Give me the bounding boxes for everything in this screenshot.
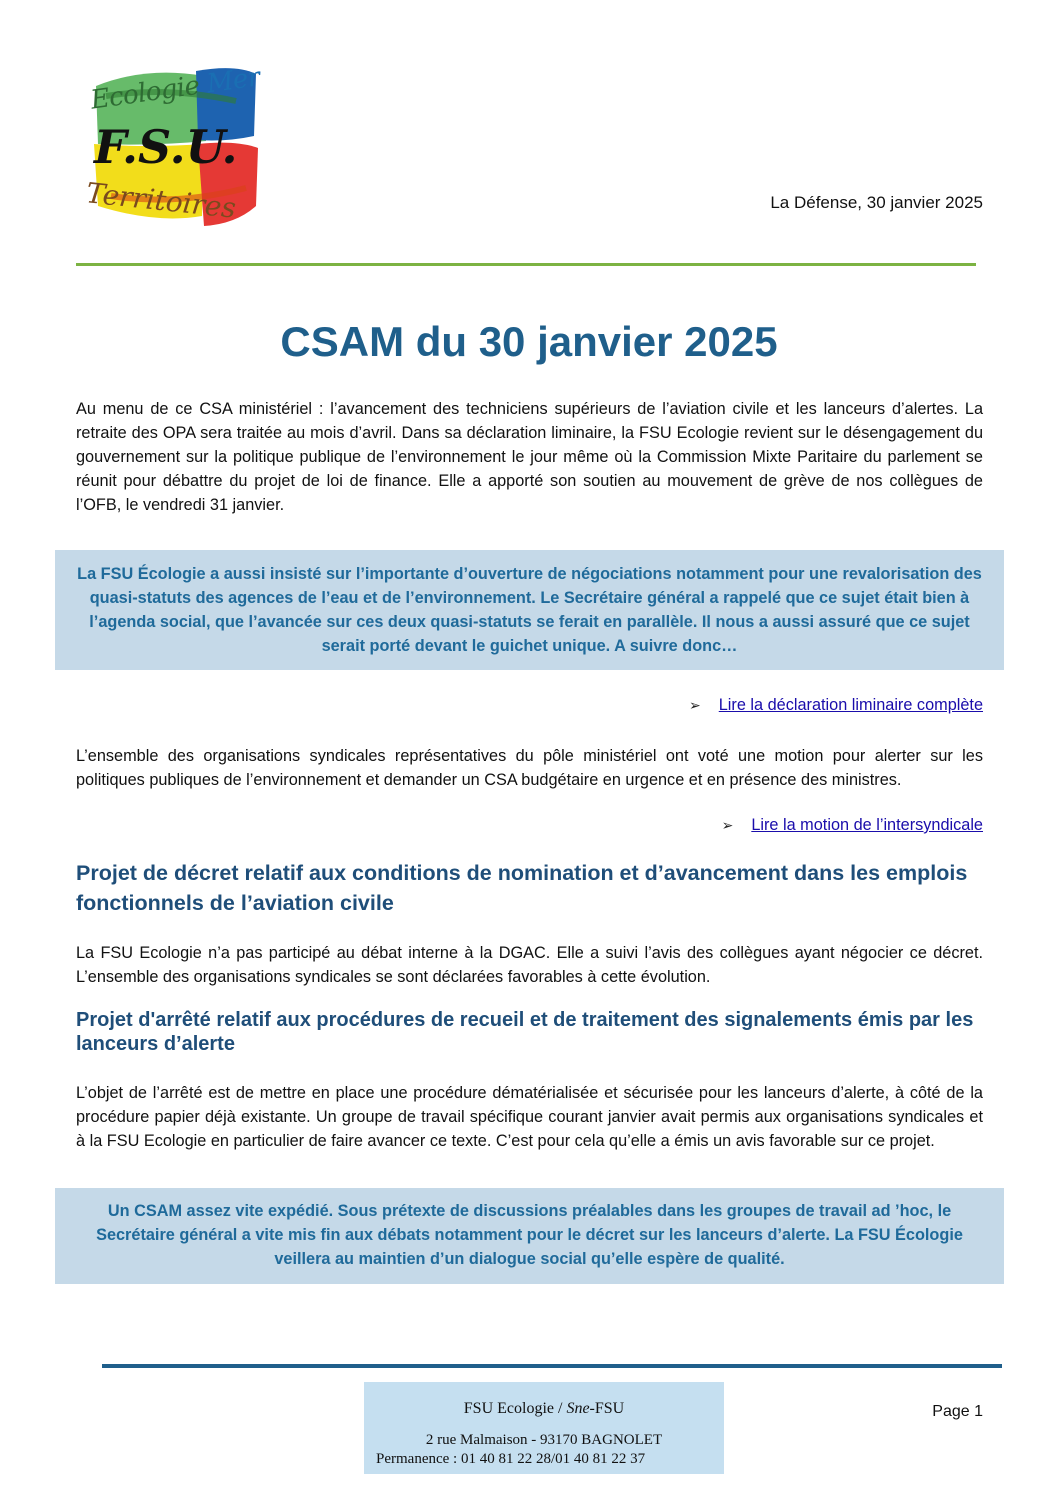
place-date: La Défense, 30 janvier 2025 xyxy=(770,193,983,212)
decret-paragraph: La FSU Ecologie n’a pas participé au débat interne à la DGAC. Elle a suivi l’avis des collègues ayant négocier ce décret. L’ensemble des organisations syndicales se sont déclarées favorables à cette évolution. xyxy=(76,944,983,986)
declaration-link[interactable]: Lire la déclaration liminaire complète xyxy=(718,696,983,714)
footer-contact-box xyxy=(364,1382,724,1474)
logo-ecologie-text: Ecologie Mer xyxy=(88,62,262,116)
page-number: Page 1 xyxy=(932,1403,983,1420)
fsu-logo xyxy=(86,56,261,234)
footer-phone: Permanence : 01 40 81 22 28/01 40 81 22 37 xyxy=(376,1451,646,1467)
logo-fsu-text: F.S.U. xyxy=(94,120,238,174)
arrow-bullet-icon: ➢ xyxy=(721,817,734,833)
logo-territoires-text: Territoires xyxy=(84,176,238,225)
footer-address: 2 rue Malmaison - 93170 BAGNOLET xyxy=(425,1432,663,1448)
footer-divider xyxy=(102,1364,1002,1368)
arrete-paragraph: L’objet de l’arrêté est de mettre en place une procédure dématérialisée et sécurisée pour les lanceurs d’alerte, à côté de la procédure papier déjà existante. Un groupe de travail spécifique courant janvier avait permis aux organisations syndicales et à la FSU Ecologie en particulier de faire avancer ce texte. C’est pour cela qu’elle a émis un avis favorable sur ce projet. xyxy=(76,1084,983,1150)
heading-decret: Projet de décret relatif aux conditions de nomination et d’avancement dans les emplois fonctionnels de l’aviation civile xyxy=(76,861,968,915)
declaration-link-row xyxy=(689,696,983,715)
motion-link[interactable]: Lire la motion de l’intersyndicale xyxy=(751,816,983,834)
highlight-box-negotiations: La FSU Écologie a aussi insisté sur l’importante d’ouverture de négociations notamment pour une revalorisation des quasi-statuts des agences de l’eau et de l’environnement. Le Secrétaire général a rappelé que ce sujet était bien à l’agenda social, que l’avancée sur ces deux quasi-statuts se ferait en parallèle. Il nous a aussi assuré que ce sujet serait porté devant le guichet unique. A suivre donc… xyxy=(55,550,1004,670)
motion-paragraph: L’ensemble des organisations syndicales représentatives du pôle ministériel ont voté une motion pour alerter sur les politiques publiques de l’environnement et demander un CSA budgétaire en urgence et en présence des ministres. xyxy=(76,747,983,789)
motion-link-row xyxy=(722,816,983,835)
page-title: CSAM du 30 janvier 2025 xyxy=(280,318,778,365)
intro-paragraph: Au menu de ce CSA ministériel : l’avancement des techniciens supérieurs de l’aviation civile et les lanceurs d’alertes. La retraite des OPA sera traitée au mois d’avril. Dans sa déclaration liminaire, la FSU Ecologie revient sur le désengagement du gouvernement sur la politique publique de l’environnement le jour même où la Commission Mixte Paritaire du parlement se réunit pour débattre du projet de loi de finance. Elle a apporté son soutien au mouvement de grève de nos collègues de l’OFB, le vendredi 31 janvier. xyxy=(76,400,983,514)
footer-organization: FSU Ecologie / Sne-FSU xyxy=(463,1400,625,1417)
arrow-bullet-icon: ➢ xyxy=(689,697,701,713)
heading-arrete: Projet d'arrêté relatif aux procédures de recueil et de traitement des signalements émis par les lanceurs d’alerte xyxy=(76,1009,974,1055)
header-divider xyxy=(76,263,976,266)
highlight-box-conclusion: Un CSAM assez vite expédié. Sous prétexte de discussions préalables dans les groupes de travail ad ’hoc, le Secrétaire général a vite mis fin aux débats notamment pour le décret sur les lanceurs d’alerte. La FSU Écologie veillera au maintien d’un dialogue social qu’elle espère de qualité. xyxy=(55,1188,1004,1284)
